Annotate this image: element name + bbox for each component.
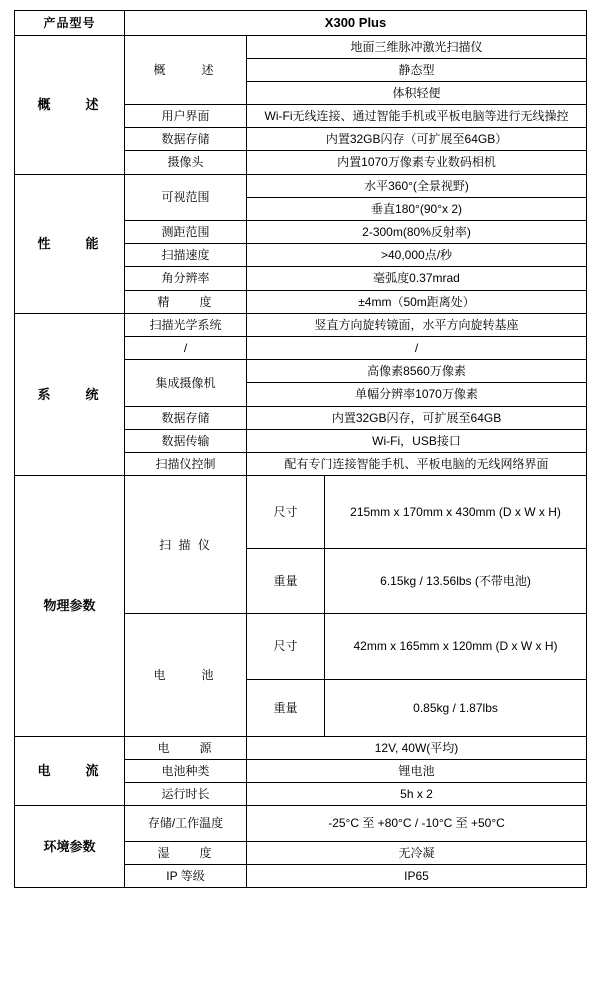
- cell-value: 2-300m(80%反射率): [247, 221, 587, 244]
- table-row: [15, 35, 587, 58]
- row-label-power-source: 电 源: [125, 736, 247, 759]
- cell-value: 锂电池: [247, 760, 587, 783]
- row-label-description: 概 述: [125, 35, 247, 105]
- cell-value: 5h x 2: [247, 783, 587, 806]
- row-label-scanner: 扫 描 仪: [125, 476, 247, 614]
- row-label-humidity: 湿 度: [125, 841, 247, 864]
- cell-value: 215mm x 170mm x 430mm (D x W x H): [325, 476, 587, 549]
- row-label-integrated-camera: 集成摄像机: [125, 360, 247, 406]
- cell-value: 竖直方向旋转镜面，水平方向旋转基座: [247, 313, 587, 336]
- row-key-weight: 重量: [247, 679, 325, 736]
- row-label-scan-speed: 扫描速度: [125, 244, 247, 267]
- row-label-field-of-view: 可视范围: [125, 174, 247, 220]
- cell-value: 内置1070万像素专业数码相机: [247, 151, 587, 174]
- cell-value: 12V, 40W(平均): [247, 736, 587, 759]
- product-model-value: X300 Plus: [125, 11, 587, 36]
- specification-table: [14, 10, 587, 888]
- cell-value: 42mm x 165mm x 120mm (D x W x H): [325, 614, 587, 679]
- row-label-data-transfer: 数据传输: [125, 429, 247, 452]
- cell-value: Wi-Fi，USB接口: [247, 429, 587, 452]
- cell-value: 无冷凝: [247, 841, 587, 864]
- cell-value: 内置32GB闪存，可扩展至64GB: [247, 406, 587, 429]
- row-label-range: 测距范围: [125, 221, 247, 244]
- product-model-label: 产品型号: [15, 11, 125, 36]
- category-overview: 概 述: [15, 35, 125, 174]
- cell-value: Wi-Fi无线连接、通过智能手机或平板电脑等进行无线操控: [247, 105, 587, 128]
- cell-value: 地面三维脉冲激光扫描仪: [247, 35, 587, 58]
- table-row: [15, 313, 587, 336]
- row-key-size: 尺寸: [247, 614, 325, 679]
- cell-value: 静态型: [247, 58, 587, 81]
- cell-value: 体积轻便: [247, 81, 587, 104]
- row-key-size: 尺寸: [247, 476, 325, 549]
- cell-value: 单幅分辨率1070万像素: [247, 383, 587, 406]
- row-label-storage: 数据存储: [125, 128, 247, 151]
- table-row-header: [15, 11, 587, 36]
- category-physical: 物理参数: [15, 476, 125, 737]
- cell-value: ±4mm（50m距离处）: [247, 290, 587, 313]
- cell-value: 水平360°(全景视野): [247, 174, 587, 197]
- row-label-accuracy: 精 度: [125, 290, 247, 313]
- table-row: [15, 476, 587, 549]
- cell-value: 毫弧度0.37mrad: [247, 267, 587, 290]
- row-label-scanner-control: 扫描仪控制: [125, 452, 247, 475]
- cell-value: 垂直180°(90°x 2): [247, 197, 587, 220]
- cell-value: >40,000点/秒: [247, 244, 587, 267]
- category-current: 电 流: [15, 736, 125, 806]
- row-key-weight: 重量: [247, 549, 325, 614]
- cell-value: 高像素8560万像素: [247, 360, 587, 383]
- row-label-scanning-optics: 扫描光学系统: [125, 313, 247, 336]
- cell-value: 配有专门连接智能手机、平板电脑的无线网络界面: [247, 452, 587, 475]
- table-row: [15, 736, 587, 759]
- cell-value: 0.85kg / 1.87lbs: [325, 679, 587, 736]
- cell-value: 内置32GB闪存（可扩展至64GB）: [247, 128, 587, 151]
- category-system: 系 统: [15, 313, 125, 475]
- cell-value: /: [247, 336, 587, 359]
- table-row: [15, 806, 587, 841]
- cell-value: IP65: [247, 864, 587, 887]
- row-label-ip-rating: IP 等级: [125, 864, 247, 887]
- row-label-user-interface: 用户界面: [125, 105, 247, 128]
- row-label-system-storage: 数据存储: [125, 406, 247, 429]
- cell-value: -25°C 至 +80°C / -10°C 至 +50°C: [247, 806, 587, 841]
- row-label-battery: 电 池: [125, 614, 247, 736]
- row-label-blank: /: [125, 336, 247, 359]
- cell-value: 6.15kg / 13.56lbs (不带电池): [325, 549, 587, 614]
- category-performance: 性 能: [15, 174, 125, 313]
- row-label-runtime: 运行时长: [125, 783, 247, 806]
- row-label-angular-resolution: 角分辨率: [125, 267, 247, 290]
- category-environment: 环境参数: [15, 806, 125, 888]
- row-label-temperature: 存储/工作温度: [125, 806, 247, 841]
- row-label-camera: 摄像头: [125, 151, 247, 174]
- row-label-battery-type: 电池种类: [125, 760, 247, 783]
- table-row: [15, 174, 587, 197]
